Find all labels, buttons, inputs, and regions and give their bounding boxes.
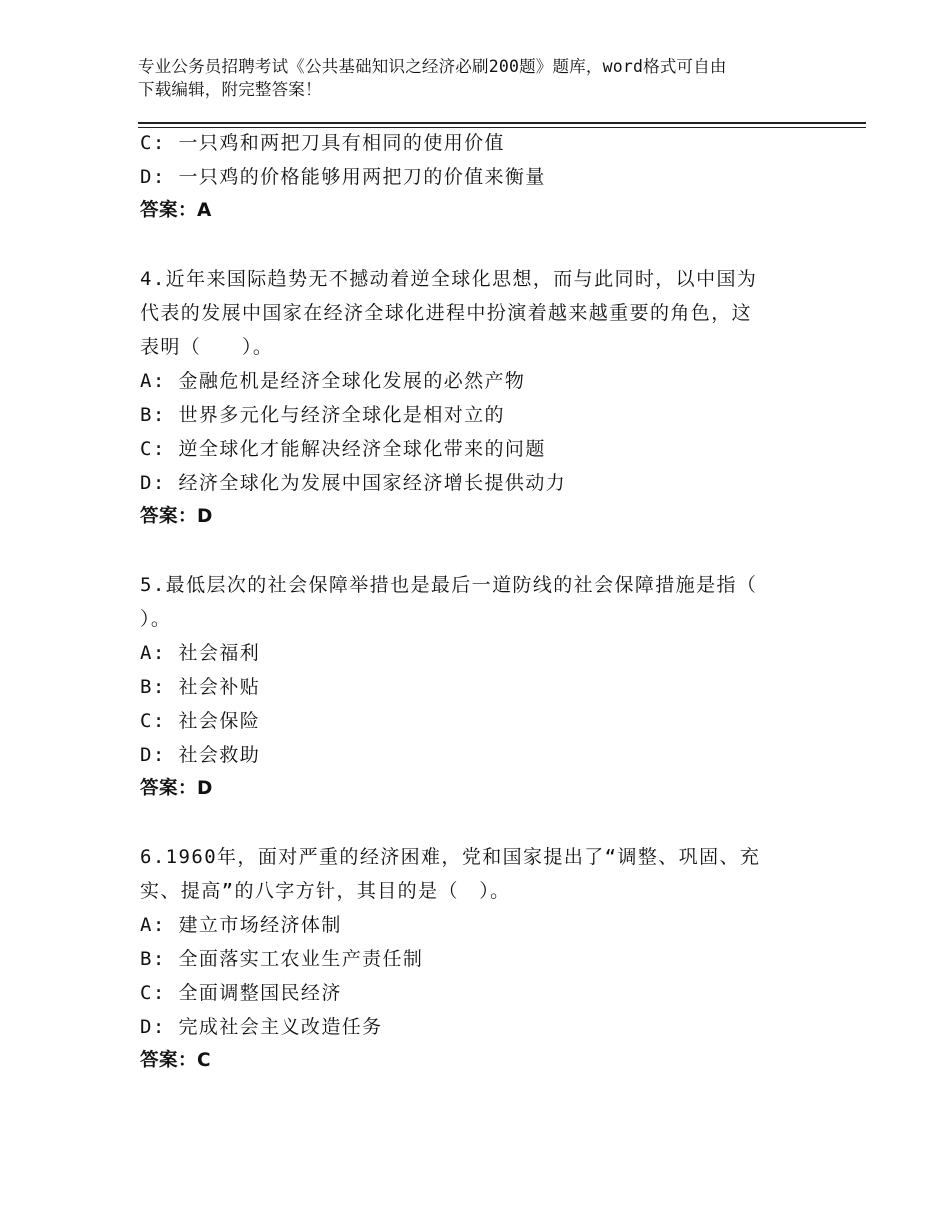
option-a: A: 金融危机是经济全球化发展的必然产物 — [140, 370, 526, 392]
option-c: C: 社会保险 — [140, 710, 261, 732]
option-d: D: 一只鸡的价格能够用两把刀的价值来衡量 — [140, 166, 546, 188]
header-line-2: 下载编辑，附完整答案！ — [138, 80, 322, 99]
question-stem-line: ）。 — [140, 608, 172, 630]
option-b: B: 世界多元化与经济全球化是相对立的 — [140, 404, 505, 426]
option-c: C: 全面调整国民经济 — [140, 982, 342, 1004]
option-c: C: 一只鸡和两把刀具有相同的使用价值 — [140, 132, 505, 154]
question-list — [140, 126, 820, 1078]
option-d: D: 完成社会主义改造任务 — [140, 1016, 383, 1038]
header-divider-thick — [138, 122, 866, 124]
answer-label: 答案：A — [140, 200, 212, 221]
question-stem-line: 代表的发展中国家在经济全球化进程中扮演着越来越重要的角色，这 — [140, 302, 753, 324]
spacer — [140, 228, 820, 262]
option-c: C: 逆全球化才能解决经济全球化带来的问题 — [140, 438, 546, 460]
option-a: A: 建立市场经济体制 — [140, 914, 342, 936]
option-d: D: 经济全球化为发展中国家经济增长提供动力 — [140, 472, 567, 494]
answer-label: 答案：C — [140, 1050, 212, 1071]
question-3-tail — [140, 126, 820, 228]
option-d: D: 社会救助 — [140, 744, 261, 766]
spacer — [140, 806, 820, 840]
header-line-1: 专业公务员招聘考试《公共基础知识之经济必刷200题》题库，word格式可自由 — [138, 57, 727, 76]
answer-label: 答案：D — [140, 778, 213, 799]
option-a: A: 社会福利 — [140, 642, 261, 664]
question-5 — [140, 568, 820, 806]
question-stem-line: 6.1960年，面对严重的经济困难，党和国家提出了“调整、巩固、充 — [140, 846, 761, 868]
spacer — [140, 534, 820, 568]
question-stem-line: 5.最低层次的社会保障举措也是最后一道防线的社会保障措施是指（ — [140, 574, 758, 596]
option-b: B: 全面落实工农业生产责任制 — [140, 948, 424, 970]
question-6 — [140, 840, 820, 1078]
question-4 — [140, 262, 820, 534]
question-stem-line: 表明（ ）。 — [140, 336, 274, 358]
option-b: B: 社会补贴 — [140, 676, 261, 698]
question-stem-line: 4.近年来国际趋势无不撼动着逆全球化思想，而与此同时，以中国为 — [140, 268, 758, 290]
question-stem-line: 实、提高”的八字方针，其目的是（ ）。 — [140, 880, 511, 902]
answer-label: 答案：D — [140, 506, 213, 527]
document-header — [138, 55, 803, 101]
